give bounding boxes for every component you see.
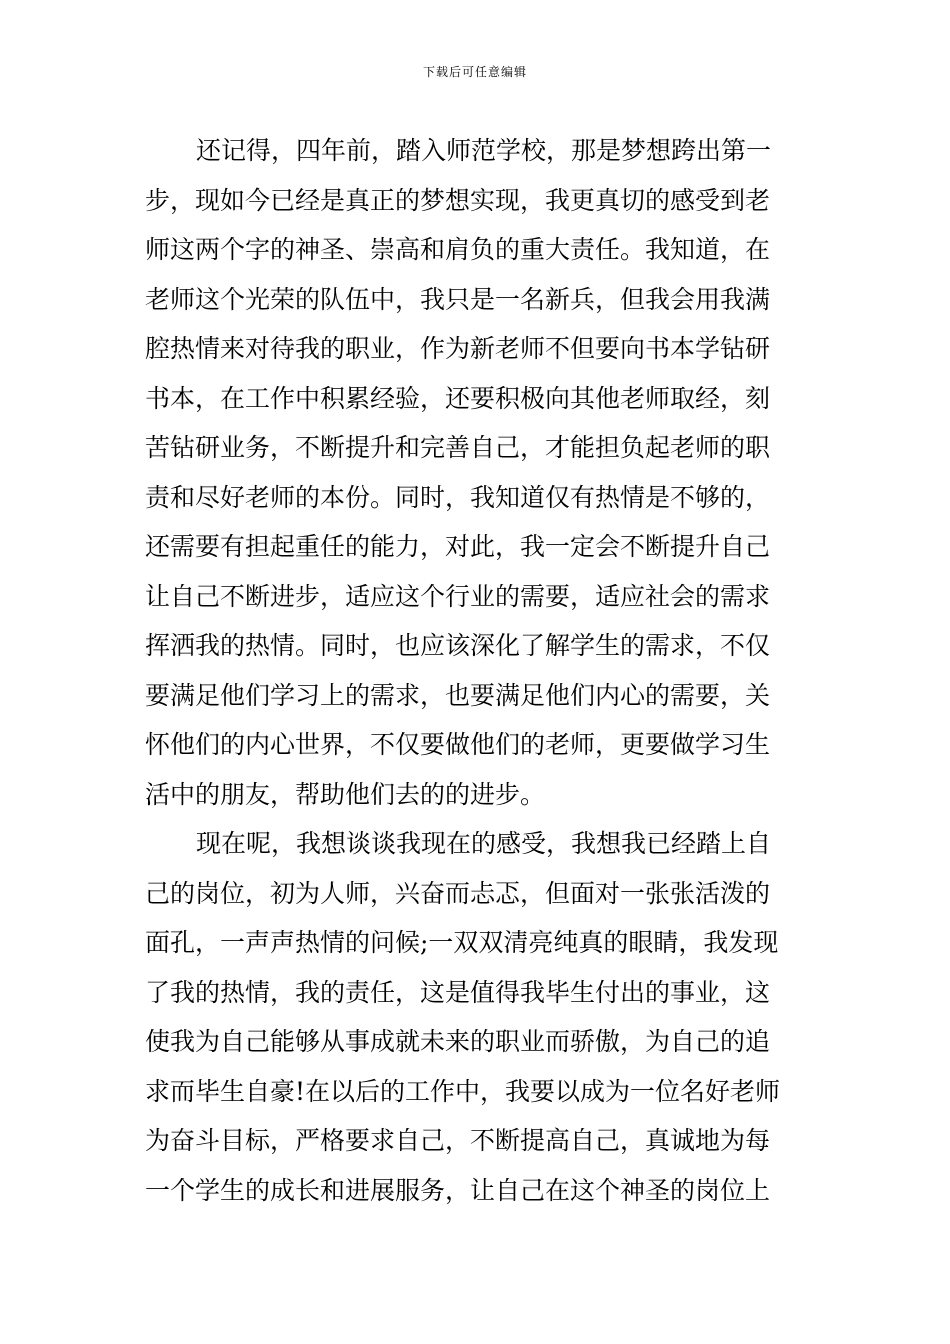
text-line: 现在呢，我想谈谈我现在的感受，我想我已经踏上自: [196, 829, 772, 858]
document-body: [145, 126, 815, 1215]
text-line: 一个学生的成长和进展服务，让自己在这个神圣的岗位上: [145, 1175, 771, 1205]
text-line: 活中的朋友，帮助他们去的的进步。: [145, 779, 546, 809]
text-line: 苦钻研业务，不断提升和完善自己，才能担负起老师的职: [145, 433, 771, 462]
text-line: 还需要有担起重任的能力，对此，我一定会不断提升自己: [145, 532, 771, 561]
text-line: 挥洒我的热情。同时，也应该深化了解学生的需求，不仅: [145, 631, 771, 660]
text-line: 要满足他们学习上的需求，也要满足他们内心的需要，关: [145, 680, 771, 710]
text-line: 为奋斗目标，严格要求自己，不断提高自己，真诚地为每: [145, 1126, 771, 1155]
text-line: 还记得，四年前，踏入师范学校，那是梦想跨出第一: [196, 136, 772, 165]
text-line: 书本，在工作中积累经验，还要积极向其他老师取经，刻: [145, 383, 771, 413]
text-line: 求而毕生自豪!在以后的工作中，我要以成为一位名好老师: [145, 1076, 781, 1106]
text-line: 腔热情来对待我的职业，作为新老师不但要向书本学钻研: [145, 334, 771, 363]
paragraph-1: [145, 126, 815, 819]
page-header: 下载后可任意编辑: [422, 65, 527, 79]
paragraph-2: [145, 819, 815, 1215]
text-line: 老师这个光荣的队伍中，我只是一名新兵，但我会用我满: [145, 284, 771, 314]
text-line: 责和尽好老师的本份。同时，我知道仅有热情是不够的，: [145, 482, 771, 512]
text-line: 怀他们的内心世界，不仅要做他们的老师，更要做学习生: [145, 730, 771, 759]
text-line: 师这两个字的神圣、崇高和肩负的重大责任。我知道，在: [145, 235, 771, 264]
text-line: 面孔，一声声热情的问候;一双双清亮纯真的眼睛，我发现: [145, 928, 779, 957]
text-line: 己的岗位，初为人师，兴奋而忐忑，但面对一张张活泼的: [145, 878, 771, 908]
text-line: 步，现如今已经是真正的梦想实现，我更真切的感受到老: [145, 185, 771, 215]
text-line: 让自己不断进步，适应这个行业的需要，适应社会的需求: [145, 581, 771, 611]
text-line: 了我的热情，我的责任，这是值得我毕生付出的事业，这: [145, 977, 771, 1007]
text-line: 使我为自己能够从事成就未来的职业而骄傲，为自己的追: [145, 1027, 771, 1056]
